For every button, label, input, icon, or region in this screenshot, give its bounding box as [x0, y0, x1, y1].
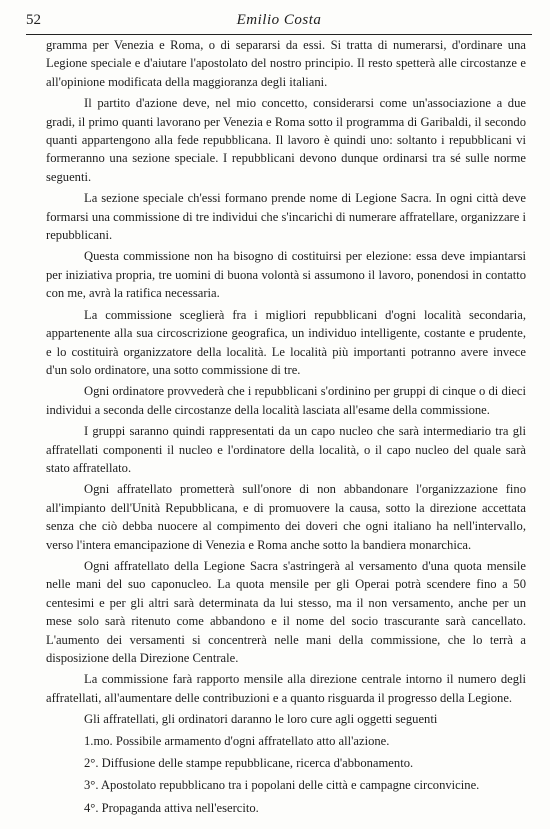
paragraph: La sezione speciale ch'essi formano prende nome di Legione Sacra. In ogni città deve formarsi una commissione di tre individui che s'incarichi di numerare affratellare, organizzare i repubblicani. [46, 191, 526, 243]
list-item: 1.mo. Possibile armamento d'ogni affratellato atto all'azione. [84, 733, 390, 748]
paragraph: Ogni affratellato della Legione Sacra s'astringerà al versamento d'una quota mensile nelle mani del suo caponucleo. La quota mensile per gli Operai potrà scendere fino a 50 centesimi e per gli altri sarà determinata da lui stesso, ma il non versamento, anche per un mese solo sarà ritenuto come abbandono e il nome del socio trascurante sarà cancellato. L'aumento dei versamenti si concentrerà nelle mani della commissione, che lo terrà a disposizione della Direzione Centrale. [46, 558, 526, 665]
paragraph: La commissione farà rapporto mensile alla direzione centrale intorno il numero degli affratellati, all'aumentare delle contribuzioni e a quanto risguarda il progresso della Legione. [46, 672, 526, 705]
paragraph: Il partito d'azione deve, nel mio concetto, considerarsi come un'associazione a due gradi, il primo quanti lavorano per Venezia e Roma sotto il programma di Garibaldi, il secondo quanti appartengono alla fede repubblicana. Il lavoro è quindi uno: soltanto i repubblicani vi formeranno una sezione speciale. I repubblicani devono dunque ordinarsi tra sé sulle norme seguenti. [46, 96, 526, 184]
paragraph: gramma per Venezia e Roma, o di separarsi da essi. Si tratta di numerarsi, d'ordinare una Legione speciale e d'aiutare l'apostolato del nostro principio. Il resto spetterà alle circostanze e all'opinione modificata della maggioranza degli italiani. [46, 38, 526, 89]
paragraph: La commissione sceglierà fra i migliori repubblicani d'ogni località secondaria, appartenente alla sua circoscrizione geografica, un individuo intelligente, costante e prudente, e lo costituirà organizzatore della località. Le località più importanti potranno avere invece d'un solo ordinatore, una sotto commissione di tre. [46, 307, 526, 377]
list-item: 3°. Apostolato repubblicano tra i popolani delle città e campagne circonvicine. [84, 778, 480, 793]
page-number: 52 [26, 12, 41, 28]
paragraph: Ogni affratellato prometterà sull'onore di non abbandonare l'organizzazione fino all'impianto dell'Unità Repubblicana, e di promuovere la causa, sotto la direzione accettata senza che ciò debba nuocere al compimento dei doveri che ogni italiano ha nell'intervallo, verso l'intera emancipazione di Venezia e Roma anche sotto la bandiera monarchica. [46, 482, 526, 552]
paragraph: I gruppi saranno quindi rappresentati da un capo nucleo che sarà intermediario tra gli affratellati componenti il nucleo e l'ordinatore della località, o il capo nucleo del quale sarà stato affratellato. [46, 424, 526, 475]
header-rule [26, 34, 532, 35]
paragraph: Ogni ordinatore provvederà che i repubblicani s'ordinino per gruppi di cinque o di dieci individui a seconda delle circostanze della località lasciata all'esame della commissione. [46, 384, 526, 417]
running-head: Emilio Costa [236, 12, 322, 28]
page-header [26, 8, 532, 32]
list-item: 2°. Diffusione delle stampe repubblicane, ricerca d'abbonamento. [84, 756, 414, 771]
paragraph: Gli affratellati, gli ordinatori daranno le loro cure agli oggetti seguenti [84, 712, 438, 727]
list-item: 4°. Propaganda attiva nell'esercito. [84, 800, 259, 815]
body-text [46, 36, 526, 821]
paragraph: Questa commissione non ha bisogno di costituirsi per elezione: essa deve impiantarsi per iniziativa propria, tre uomini di buona volontà si assumono il lavoro, ponendosi in contatto con me, avrà la ratifica necessaria. [46, 249, 526, 301]
